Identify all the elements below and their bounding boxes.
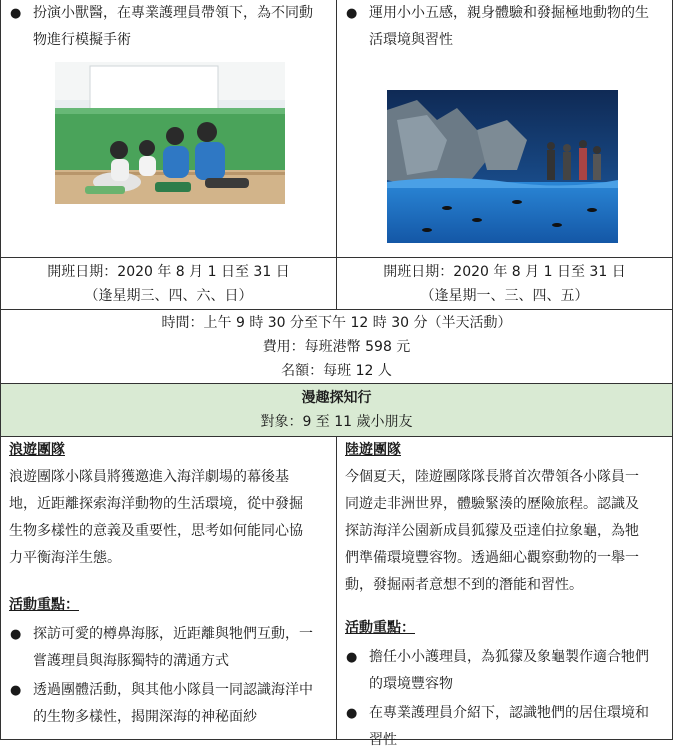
land-highlights-title: 活動重點： <box>345 620 415 636</box>
weekday-text: （逢星期一、三、四、五） <box>420 288 589 304</box>
desc-line: 同遊走非洲世界，體驗緊湊的歷險旅程。認識及 <box>345 496 639 512</box>
bullet-icon: ● <box>10 683 22 698</box>
ocean-team-title: 浪遊團隊 <box>9 442 65 458</box>
vet-activity-photo <box>55 62 285 204</box>
bullet-text: 運用小小五感，親身體驗和發掘極地動物的生 <box>369 5 649 21</box>
list-item <box>1 621 336 675</box>
bullet-icon: ● <box>346 650 358 665</box>
top-right-cell <box>337 0 673 257</box>
ocean-team-desc <box>1 464 336 572</box>
bullet-text: 活環境與習性 <box>369 32 453 48</box>
desc-line: 探訪海洋公園新成員狐獴及亞達伯拉象龜，為牠 <box>345 523 639 539</box>
bullet-text: 嘗護理員與海豚獨特的溝通方式 <box>33 653 229 669</box>
right-dates-cell <box>337 257 673 309</box>
start-date-text: 開班日期：2020 年 8 月 1 日至 31 日 <box>47 264 290 280</box>
shared-info-cell <box>0 309 673 383</box>
bullet-text: 透過團體活動，與其他小隊員一同認識海洋中 <box>33 682 313 698</box>
bullet-text: 的生物多樣性，揭開深海的神秘面紗 <box>33 709 257 725</box>
time-text: 時間：上午 9 時 30 分至下午 12 時 30 分（半天活動） <box>161 315 512 331</box>
list-item <box>337 0 672 54</box>
land-team-desc <box>337 464 672 599</box>
program-header <box>0 383 673 436</box>
bullet-icon: ● <box>346 6 358 21</box>
list-item <box>1 0 336 54</box>
ocean-highlights-title: 活動重點： <box>9 597 79 613</box>
ocean-team-cell <box>0 436 337 740</box>
list-item <box>337 644 672 698</box>
quota-text: 名額：每班 12 人 <box>281 363 392 379</box>
desc-line: 力平衡海洋生態。 <box>9 550 121 566</box>
desc-line: 們準備環境豐容物。透過細心觀察動物的一舉一 <box>345 550 639 566</box>
bullet-text: 的環境豐容物 <box>369 676 453 692</box>
desc-line: 今個夏天，陸遊團隊隊長將首次帶領各小隊員一 <box>345 469 639 485</box>
top-left-cell <box>0 0 337 257</box>
bullet-text: 物進行模擬手術 <box>33 32 131 48</box>
list-item <box>337 700 672 754</box>
start-date-text: 開班日期：2020 年 8 月 1 日至 31 日 <box>383 264 626 280</box>
left-dates-cell <box>0 257 337 309</box>
land-team-cell <box>337 436 673 748</box>
weekday-text: （逢星期三、四、六、日） <box>84 288 253 304</box>
program-audience: 對象：9 至 11 歲小朋友 <box>260 414 413 430</box>
polar-habitat-photo <box>387 90 618 243</box>
bullet-icon: ● <box>10 627 22 642</box>
bullet-text: 擔任小小護理員，為狐獴及象龜製作適合牠們 <box>369 649 649 665</box>
bullet-icon: ● <box>346 706 358 721</box>
bullet-text: 在專業護理員介紹下，認識牠們的居住環境和 <box>369 705 649 721</box>
bullet-text: 探訪可愛的樽鼻海豚，近距離與牠們互動，一 <box>33 626 313 642</box>
desc-line: 動，發掘兩者意想不到的潛能和習性。 <box>345 577 583 593</box>
program-title: 漫趣探知行 <box>301 390 372 406</box>
bullet-text: 扮演小獸醫，在專業護理員帶領下，為不同動 <box>33 5 313 21</box>
land-team-title: 陸遊團隊 <box>345 442 401 458</box>
desc-line: 地，近距離探索海洋動物的生活環境，從中發掘 <box>9 496 303 512</box>
desc-line: 浪遊團隊小隊員將獲邀進入海洋劇場的幕後基 <box>9 469 289 485</box>
bullet-icon: ● <box>10 6 22 21</box>
bullet-text: 習性 <box>369 732 397 748</box>
desc-line: 生物多樣性的意義及重要性，思考如何能同心協 <box>9 523 303 539</box>
fee-text: 費用：每班港幣 598 元 <box>262 339 411 355</box>
list-item <box>1 677 336 731</box>
